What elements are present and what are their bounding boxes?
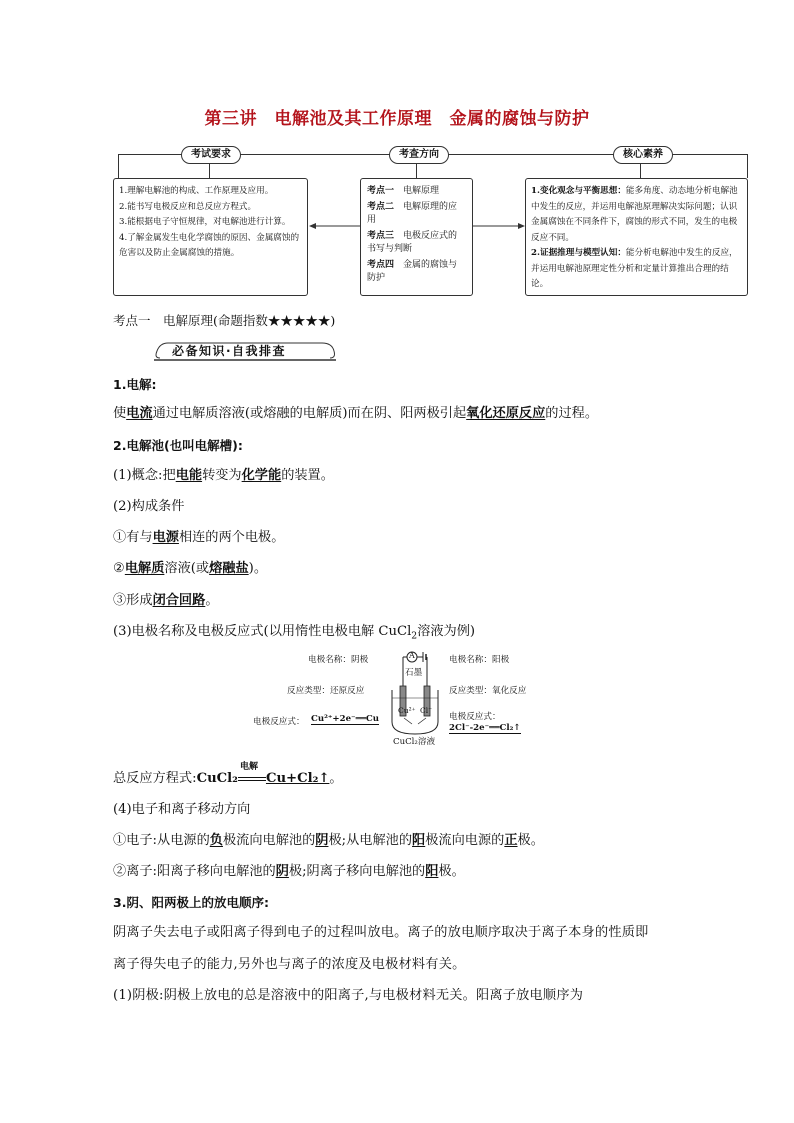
requirement-item: 3.能根据电子守恒规律，对电解池进行计算。 [119,217,291,227]
directions-box [360,178,473,296]
section-heading: 考点一 电解原理(命题指数★★★★★) [113,313,336,328]
connector-mid [416,162,417,178]
total-equation-line: 总反应方程式:CuCl₂ 电解 Cu+Cl₂↑。 [113,770,343,788]
requirement-item: 2.能书写电极反应和总反应方程式。 [119,201,257,212]
left-reaction-type: 反应类型：还原反应 [287,686,365,696]
literacy-item: 2.证据推理与模型认知：能分析电解池中发生的反应，并运用电解池原理定性分析和定量计算推出合理的结论。 [531,248,738,289]
graphite-label: 石墨 [405,668,423,678]
heading-2: 2.电解池(也叫电解槽): [113,438,243,453]
header-exam-requirements: 考试要求 [181,146,241,164]
paragraph-cathode: (1)阴极:阴极上放电的总是溶液中的阳离子,与电极材料无关。阳离子放电顺序为 [113,988,584,1003]
paragraph-discharge-1: 阴离子失去电子或阳离子得到电子的过程叫放电。离子的放电顺序取决于离子本身的性质即 [113,925,649,940]
direction-item: 考点四 金属的腐蚀与防护 [367,260,458,283]
arrow-connectors [300,215,540,235]
paragraph-conditions: (2)构成条件 [113,499,185,514]
right-reaction-type: 反应类型：氧化反应 [449,686,527,696]
condition-3: ③形成闭合回路。 [113,593,219,608]
badge-text: 必备知识·自我排查 [172,344,287,358]
ion-direction: ②离子:阳离子移向电解池的阴极;阴离子移向电解池的阳极。 [113,864,465,879]
total-left: CuCl₂ [196,771,238,786]
right-electrode-name: 电极名称：阳极 [449,655,510,665]
electron-direction: ①电子:从电源的负极流向电解池的阴极;从电解池的阳极流向电源的正极。 [113,833,544,848]
left-electrode-name: 电极名称：阴极 [308,655,369,665]
right-eq-label: 电极反应式： [449,712,501,722]
frame-left-line [118,154,119,178]
direction-item: 考点二 电解原理的应用 [367,202,458,225]
paragraph-concept: (1)概念:把电能转变为化学能的装置。 [113,468,334,483]
frame-right-line [747,154,748,178]
left-equation: Cu²⁺+2e⁻══Cu [311,714,380,724]
connector-left [209,162,210,178]
paragraph-movement: (4)电子和离子移动方向 [113,802,251,817]
heading-3: 3.阴、阳两极上的放电顺序: [113,895,269,910]
requirements-box [113,178,308,296]
literacy-box [525,178,748,296]
equals-with-condition [238,761,266,781]
direction-item: 考点一 电解原理 [367,186,440,196]
paragraph-electrode-names: (3)电极名称及电极反应式(以用惰性电极电解 CuCl$_2$溶液为例) [113,624,476,642]
paragraph-electrolysis: 使电流通过电解质溶液(或熔融的电解质)而在阴、阳两极引起氧化还原反应的过程。 [113,406,599,421]
requirement-item: 1.理解电解池的构成、工作原理及应用。 [119,186,274,196]
knowledge-badge [154,340,336,362]
header-core-literacy: 核心素养 [613,146,673,164]
total-right: Cu+Cl₂↑ [265,771,330,786]
solution-label: CuCl₂溶液 [393,737,436,747]
cell-apparatus [380,648,450,748]
header-exam-directions: 考查方向 [389,146,449,164]
ion-cl-label: Cl⁻ [420,706,433,715]
condition-1: ①有与电源相连的两个电极。 [113,530,285,545]
direction-item: 考点三 电极反应式的书写与判断 [367,231,458,254]
page-title: 第三讲 电解池及其工作原理 金属的腐蚀与防护 [204,109,590,129]
left-eq-label: 电极反应式： [253,717,305,727]
requirement-item: 4.了解金属发生电化学腐蚀的原因、金属腐蚀的危害以及防止金属腐蚀的措施。 [119,232,300,258]
condition-2: ②电解质溶液(或熔融盐)。 [113,561,268,576]
electrolysis-diagram [250,648,550,748]
paragraph-discharge-2: 离子得失电子的能力,另外也与离子的浓度及电极材料有关。 [113,957,466,972]
ammeter-label: A [409,651,415,660]
literacy-item: 1.变化观念与平衡思想：能多角度、动态地分析电解池中发生的反应，并运用电解池原理解决实际问题；认识金属腐蚀在不同条件下，腐蚀的形式不同，发生的电极反应不同。 [531,186,738,243]
reaction-condition: 电解 [239,761,258,772]
connector-right [640,162,641,178]
right-equation: 2Cl⁻-2e⁻══Cl₂↑ [449,723,521,733]
ion-cu-label: Cu²⁺ [398,706,416,715]
heading-1: 1.电解: [113,377,157,392]
